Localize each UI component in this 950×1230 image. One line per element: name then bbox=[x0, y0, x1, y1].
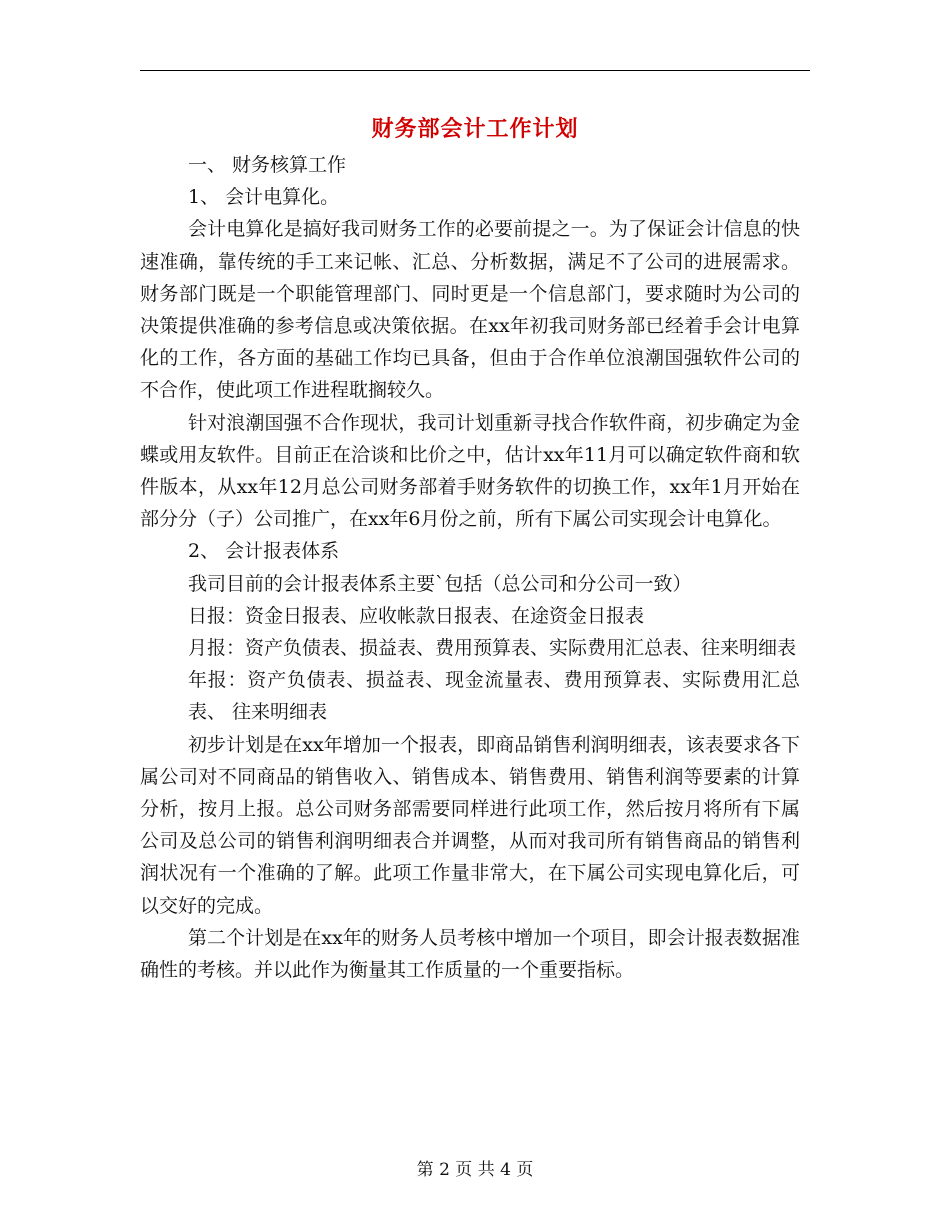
paragraph-second-plan: 第二个计划是在xx年的财务人员考核中增加一个项目，即会计报表数据准确性的考核。并以此作为衡量其工作质量的一个重要指标。 bbox=[140, 926, 800, 982]
section-heading-accounting: 一、 财务核算工作 bbox=[188, 154, 347, 176]
paragraph-software-vendor: 针对浪潮国强不合作现状，我司计划重新寻找合作软件商，初步确定为金蝶或用友软件。目前正在洽谈和比价之中，估计xx年11月可以确定软件商和软件版本，从xx年12月总公司财务部着手财务软件的切换工作，xx年1月开始在部分分（子）公司推广，在xx年6月份之前，所有下属公司实现会计电算化。 bbox=[140, 411, 800, 531]
header-rule bbox=[140, 70, 810, 71]
subheading-report-system: 2、 会计报表体系 bbox=[188, 540, 340, 563]
subheading-computerization: 1、 会计电算化。 bbox=[188, 186, 340, 209]
paragraph-initial-plan: 初步计划是在xx年增加一个报表，即商品销售利润明细表，该表要求各下属公司对不同商品的销售收入、销售成本、销售费用、销售利润等要素的计算分析，按月上报。总公司财务部需要同样进行此项工作，然后按月将所有下属公司及总公司的销售利润明细表合并调整，从而对我司所有销售商品的销售利润状况有一个准确的了解。此项工作量非常大，在下属公司实现电算化后，可以交好的完成。 bbox=[140, 733, 800, 917]
page-number-footer: 第 2 页 共 4 页 bbox=[416, 1160, 534, 1180]
document-body bbox=[140, 149, 800, 986]
paragraph-monthly-reports: 月报：资产负债表、损益表、费用预算表、实际费用汇总表、往来明细表 bbox=[188, 637, 797, 660]
paragraph-daily-reports: 日报：资金日报表、应收帐款日报表、在途资金日报表 bbox=[188, 604, 645, 627]
paragraph-annual-reports: 年报：资产负债表、损益表、现金流量表、费用预算表、实际费用汇总表、 往来明细表 bbox=[188, 669, 800, 724]
page-title: 财务部会计工作计划 bbox=[371, 116, 579, 142]
paragraph-computerization: 会计电算化是搞好我司财务工作的必要前提之一。为了保证会计信息的快速准确，靠传统的手工来记帐、汇总、分析数据，满足不了公司的进展需求。财务部门既是一个职能管理部门、同时更是一个信息部门，要求随时为公司的决策提供准确的参考信息或决策依据。在xx年初我司财务部已经着手会计电算化的工作，各方面的基础工作均已具备，但由于合作单位浪潮国强软件公司的不合作，使此项工作进程耽搁较久。 bbox=[140, 218, 800, 402]
paragraph-report-system-intro: 我司目前的会计报表体系主要`包括（总公司和分公司一致） bbox=[188, 572, 692, 595]
